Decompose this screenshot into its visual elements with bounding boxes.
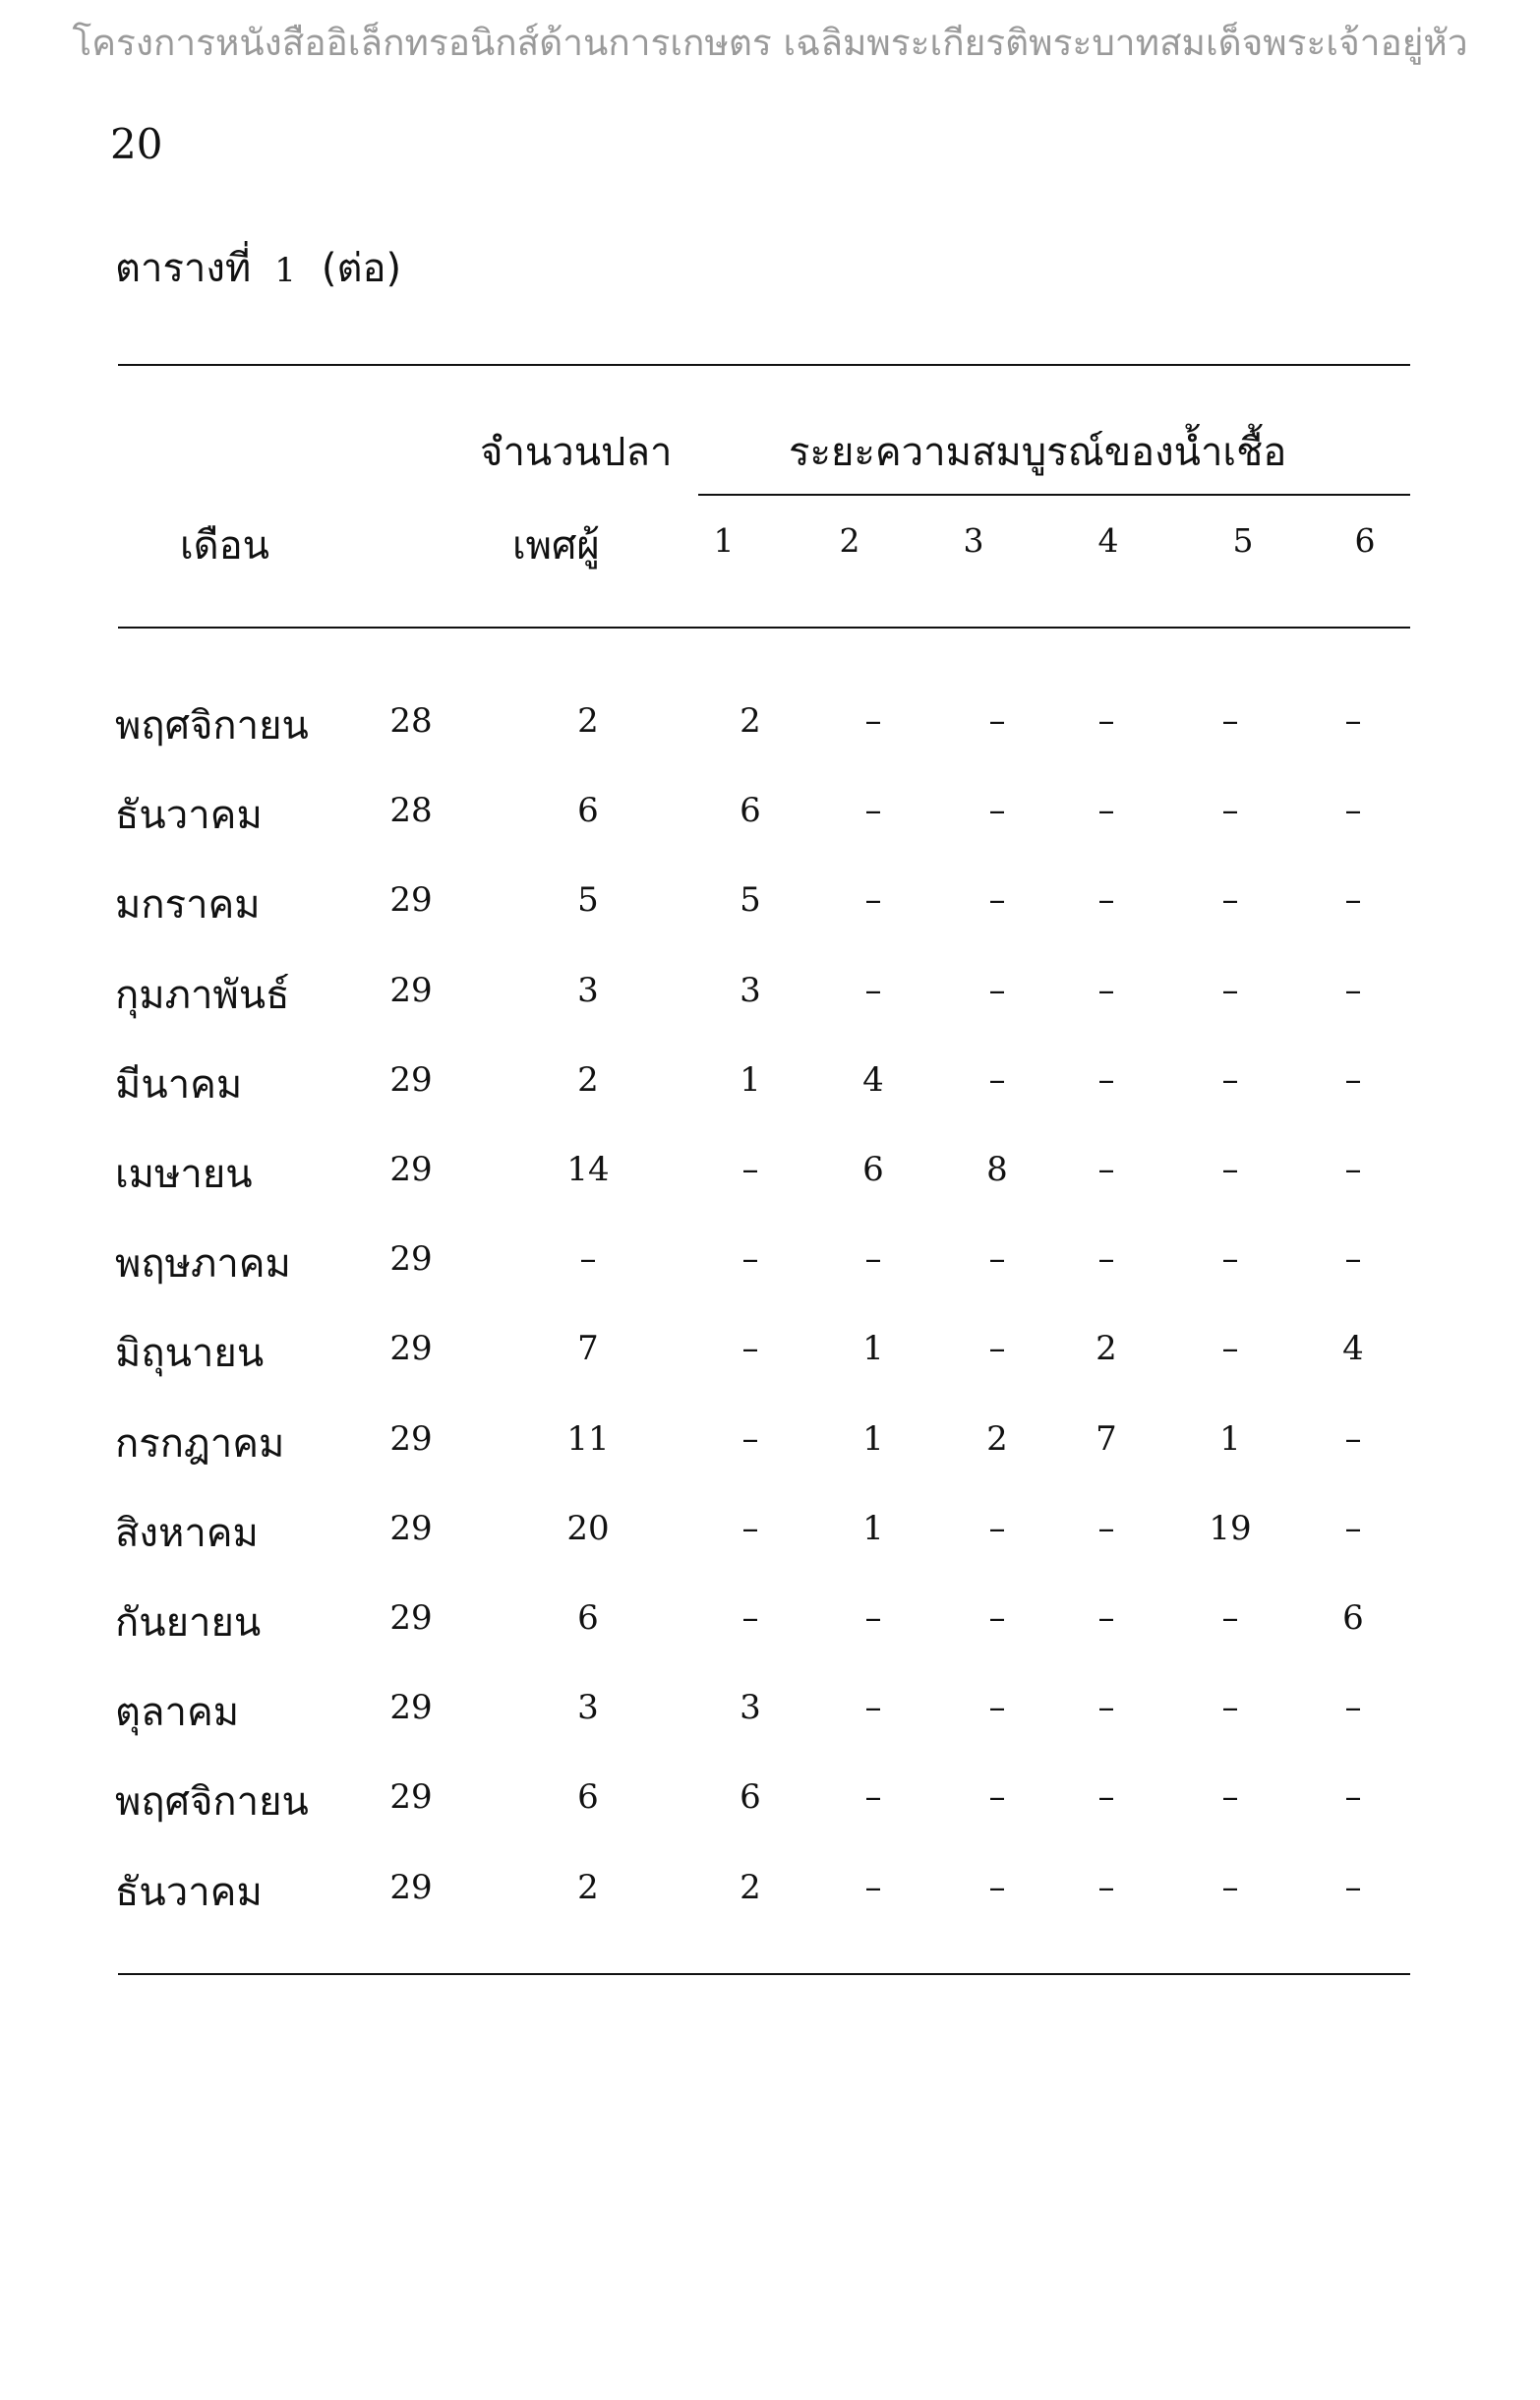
year-cell: 29	[389, 1419, 433, 1459]
year-cell: 29	[389, 1777, 433, 1817]
table-row	[0, 872, 1540, 941]
year-cell: 29	[389, 1150, 433, 1189]
table-row	[0, 693, 1540, 762]
stage-5-cell: 19	[1209, 1509, 1252, 1548]
stage-1-cell: 2	[740, 701, 761, 741]
stage-3-cell: –	[988, 1688, 1006, 1727]
stage-5-cell: –	[1221, 880, 1239, 920]
stage-4-cell: –	[1097, 1150, 1115, 1189]
stage-6-cell: –	[1344, 701, 1362, 741]
stage-1-cell: –	[741, 1509, 759, 1548]
table-row	[0, 1411, 1540, 1480]
stage-6-cell: 6	[1342, 1598, 1364, 1638]
stage-6-cell: –	[1344, 791, 1362, 830]
stage-4-cell: –	[1097, 1509, 1115, 1548]
year-cell: 29	[389, 1688, 433, 1727]
stage-5-cell: –	[1221, 1329, 1239, 1368]
stage-6-cell: –	[1344, 1419, 1362, 1459]
male-count-cell: 14	[566, 1150, 610, 1189]
month-cell: มีนาคม	[115, 1062, 243, 1108]
caption-number: 1	[274, 251, 296, 290]
male-count-cell: –	[579, 1239, 597, 1279]
stage-3-cell: –	[988, 1598, 1006, 1638]
stage-3-cell: –	[988, 1329, 1006, 1368]
stage-5-cell: –	[1221, 1060, 1239, 1100]
year-cell: 28	[389, 701, 433, 741]
year-cell: 29	[389, 1329, 433, 1368]
header-stage-5: 5	[1232, 521, 1254, 560]
stage-6-cell: –	[1344, 1777, 1362, 1817]
header-stage-1: 1	[713, 521, 735, 560]
stage-4-cell: –	[1097, 1239, 1115, 1279]
table-bottom-rule	[118, 1973, 1410, 1975]
stage-2-cell: –	[864, 1688, 882, 1727]
stage-6-cell: –	[1344, 971, 1362, 1010]
caption-suffix: (ต่อ)	[321, 246, 402, 291]
table-top-rule	[118, 364, 1410, 366]
stage-1-cell: –	[741, 1239, 759, 1279]
month-cell: สิงหาคม	[115, 1511, 259, 1556]
stage-2-cell: –	[864, 1777, 882, 1817]
stage-4-cell: –	[1097, 971, 1115, 1010]
year-cell: 29	[389, 1868, 433, 1907]
month-cell: ตุลาคม	[115, 1690, 240, 1735]
stage-4-cell: –	[1097, 1868, 1115, 1907]
year-cell: 29	[389, 1509, 433, 1548]
stage-3-cell: 2	[986, 1419, 1008, 1459]
month-cell: พฤศจิกายน	[115, 703, 309, 749]
stage-3-cell: 8	[986, 1150, 1008, 1189]
stage-1-cell: 3	[740, 1688, 761, 1727]
stage-4-cell: –	[1097, 701, 1115, 741]
stage-3-cell: –	[988, 971, 1006, 1010]
male-count-cell: 11	[566, 1419, 610, 1459]
table-row	[0, 963, 1540, 1032]
stage-1-cell: 1	[740, 1060, 761, 1100]
month-cell: พฤษภาคม	[115, 1241, 291, 1287]
stage-2-cell: 1	[862, 1419, 884, 1459]
table-caption	[115, 236, 401, 299]
stage-6-cell: 4	[1342, 1329, 1364, 1368]
table-row	[0, 1680, 1540, 1749]
header-stage-4: 4	[1097, 521, 1119, 560]
month-cell: ธันวาคม	[115, 793, 263, 838]
stage-5-cell: –	[1221, 1777, 1239, 1817]
stage-1-cell: 6	[740, 791, 761, 830]
stage-2-cell: 1	[862, 1509, 884, 1548]
stage-5-cell: –	[1221, 971, 1239, 1010]
month-cell: พฤศจิกายน	[115, 1779, 309, 1825]
header-stage-3: 3	[963, 521, 984, 560]
stage-2-cell: –	[864, 1239, 882, 1279]
header-count-line1: จำนวนปลา	[480, 430, 673, 475]
stage-3-cell: –	[988, 1868, 1006, 1907]
month-cell: กันยายน	[115, 1600, 262, 1646]
stage-5-cell: 1	[1219, 1419, 1241, 1459]
stage-1-cell: –	[741, 1329, 759, 1368]
table-row	[0, 1142, 1540, 1211]
month-cell: มกราคม	[115, 882, 261, 928]
month-cell: กรกฎาคม	[115, 1421, 285, 1467]
table-row	[0, 1231, 1540, 1300]
header-banner: โครงการหนังสืออิเล็กทรอนิกส์ด้านการเกษตร เฉลิมพระเกียรติพระบาทสมเด็จพระเจ้าอยู่หัว	[72, 22, 1468, 64]
stage-2-cell: –	[864, 1598, 882, 1638]
stage-4-cell: –	[1097, 880, 1115, 920]
stage-6-cell: –	[1344, 1868, 1362, 1907]
male-count-cell: 2	[577, 1868, 599, 1907]
header-stage-2: 2	[839, 521, 860, 560]
stage-4-cell: –	[1097, 1598, 1115, 1638]
stage-5-cell: –	[1221, 1239, 1239, 1279]
stage-3-cell: –	[988, 791, 1006, 830]
table-row	[0, 1052, 1540, 1121]
stage-5-cell: –	[1221, 1868, 1239, 1907]
table-row	[0, 1321, 1540, 1390]
stage-4-cell: –	[1097, 791, 1115, 830]
stage-3-cell: –	[988, 1239, 1006, 1279]
header-month: เดือน	[180, 523, 270, 569]
month-cell: เมษายน	[115, 1152, 253, 1197]
stage-5-cell: –	[1221, 1688, 1239, 1727]
stage-6-cell: –	[1344, 1150, 1362, 1189]
male-count-cell: 5	[577, 880, 599, 920]
header-stages-title: ระยะความสมบูรณ์ของน้ำเชื้อ	[789, 430, 1287, 475]
stage-6-cell: –	[1344, 1509, 1362, 1548]
table-row	[0, 1770, 1540, 1838]
stage-2-cell: 4	[862, 1060, 884, 1100]
stage-5-cell: –	[1221, 1598, 1239, 1638]
stage-3-cell: –	[988, 701, 1006, 741]
year-cell: 29	[389, 1239, 433, 1279]
stage-5-cell: –	[1221, 701, 1239, 741]
stage-2-cell: –	[864, 880, 882, 920]
stage-3-cell: –	[988, 1060, 1006, 1100]
stage-4-cell: –	[1097, 1688, 1115, 1727]
stage-2-cell: 6	[862, 1150, 884, 1189]
stage-6-cell: –	[1344, 880, 1362, 920]
stage-5-cell: –	[1221, 791, 1239, 830]
stage-4-cell: –	[1097, 1060, 1115, 1100]
table-row	[0, 783, 1540, 852]
stage-2-cell: –	[864, 1868, 882, 1907]
male-count-cell: 6	[577, 791, 599, 830]
header-stages-rule	[698, 494, 1410, 496]
year-cell: 28	[389, 791, 433, 830]
stage-1-cell: 6	[740, 1777, 761, 1817]
stage-1-cell: –	[741, 1419, 759, 1459]
month-cell: มิถุนายน	[115, 1331, 265, 1376]
male-count-cell: 6	[577, 1777, 599, 1817]
male-count-cell: 20	[566, 1509, 610, 1548]
table-row	[0, 1860, 1540, 1929]
stage-2-cell: –	[864, 791, 882, 830]
caption-prefix: ตารางที่	[115, 246, 252, 291]
stage-3-cell: –	[988, 1509, 1006, 1548]
stage-1-cell: 5	[740, 880, 761, 920]
header-stage-6: 6	[1354, 521, 1376, 560]
stage-2-cell: –	[864, 971, 882, 1010]
page-number: 20	[110, 120, 163, 168]
male-count-cell: 2	[577, 701, 599, 741]
month-cell: ธันวาคม	[115, 1870, 263, 1915]
header-count-line2: เพศผู้	[512, 523, 600, 569]
male-count-cell: 6	[577, 1598, 599, 1638]
stage-6-cell: –	[1344, 1060, 1362, 1100]
male-count-cell: 3	[577, 971, 599, 1010]
table-header-rule	[118, 627, 1410, 629]
stage-1-cell: 3	[740, 971, 761, 1010]
stage-4-cell: 7	[1096, 1419, 1117, 1459]
stage-2-cell: –	[864, 701, 882, 741]
year-cell: 29	[389, 971, 433, 1010]
stage-6-cell: –	[1344, 1239, 1362, 1279]
stage-2-cell: 1	[862, 1329, 884, 1368]
male-count-cell: 2	[577, 1060, 599, 1100]
stage-1-cell: –	[741, 1150, 759, 1189]
year-cell: 29	[389, 1060, 433, 1100]
month-cell: กุมภาพันธ์	[115, 973, 290, 1018]
table-row	[0, 1590, 1540, 1659]
stage-1-cell: 2	[740, 1868, 761, 1907]
male-count-cell: 7	[577, 1329, 599, 1368]
stage-3-cell: –	[988, 1777, 1006, 1817]
stage-3-cell: –	[988, 880, 1006, 920]
stage-4-cell: 2	[1096, 1329, 1117, 1368]
stage-6-cell: –	[1344, 1688, 1362, 1727]
year-cell: 29	[389, 880, 433, 920]
stage-4-cell: –	[1097, 1777, 1115, 1817]
stage-5-cell: –	[1221, 1150, 1239, 1189]
year-cell: 29	[389, 1598, 433, 1638]
male-count-cell: 3	[577, 1688, 599, 1727]
stage-1-cell: –	[741, 1598, 759, 1638]
table-row	[0, 1501, 1540, 1570]
